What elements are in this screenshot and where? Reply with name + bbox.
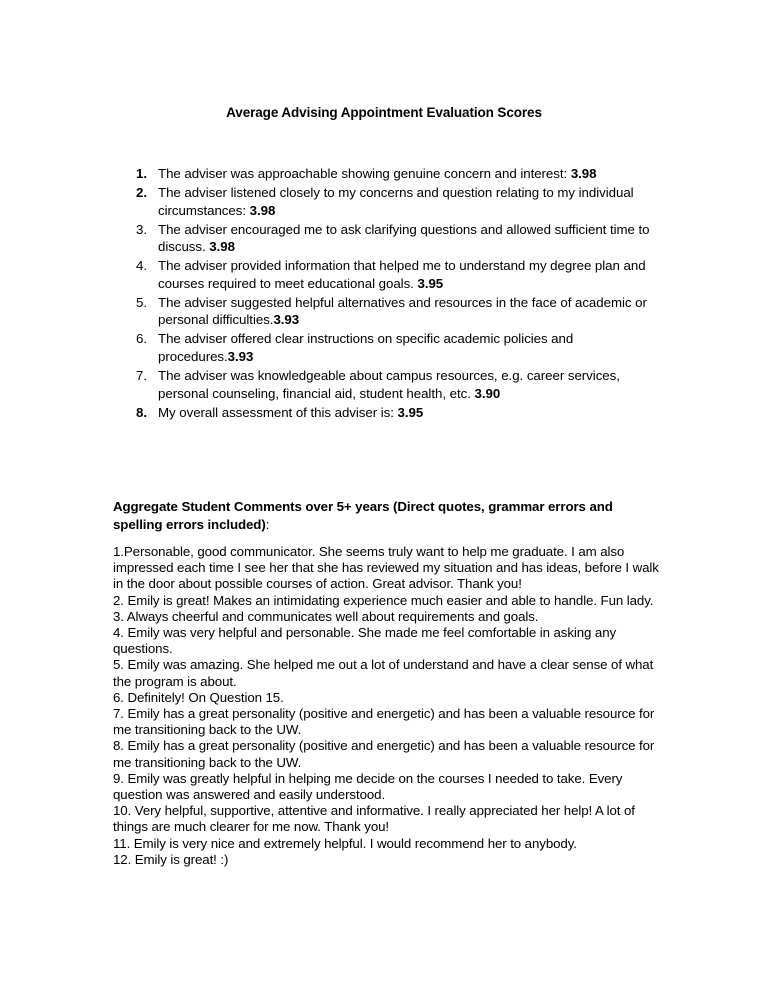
comment-item: 11. Emily is very nice and extremely helpful. I would recommend her to anybody. (113, 835, 577, 851)
evaluation-item-score: 3.95 (417, 275, 444, 291)
evaluation-item-text: The adviser was approachable showing genuine concern and interest: (158, 166, 571, 181)
comment-item: 1.Personable, good communicator. She seems truly want to help me graduate. I am also impressed each time I see her that she has reviewed my situation and has ideas, before I walk in the door about possible courses of action. Great advisor. Thank you! (113, 544, 659, 592)
evaluation-item-number: 6. (136, 331, 147, 347)
comment-item: 8. Emily has a great personality (positive and energetic) and has been a valuable resource for me transitioning back to the UW. (113, 738, 655, 770)
evaluation-item-score: 3.90 (474, 385, 501, 401)
evaluation-item-text: The adviser suggested helpful alternatives and resources in the face of academic or personal difficulties. (158, 294, 647, 328)
evaluation-item (125, 221, 665, 256)
evaluation-item-number: 7. (136, 368, 147, 384)
evaluation-item-score: 3.98 (209, 239, 235, 255)
evaluation-item-score: 3.93 (227, 348, 254, 364)
evaluation-item-number: 1. (136, 166, 147, 181)
comment-item: 3. Always cheerful and communicates well about requirements and goals. (113, 608, 539, 624)
comment-item: 2. Emily is great! Makes an intimidating experience much easier and able to handle. Fun lady. (113, 592, 654, 608)
evaluation-item (125, 257, 665, 292)
evaluation-item-number: 3. (136, 221, 147, 237)
evaluation-item (125, 330, 665, 365)
comment-item: 5. Emily was amazing. She helped me out a lot of understand and have a clear sense of what the program is about. (113, 657, 654, 689)
evaluation-item (125, 294, 665, 329)
comments-heading (113, 498, 661, 534)
comment-item: 12. Emily is great! :) (113, 851, 229, 867)
document-title: Average Advising Appointment Evaluation Scores (226, 105, 542, 120)
evaluation-item-number: 4. (136, 258, 147, 274)
evaluation-item-score: 3.93 (273, 312, 300, 328)
evaluation-item-score: 3.98 (570, 166, 597, 181)
evaluation-item-number: 5. (136, 294, 147, 310)
evaluation-item (125, 367, 665, 402)
comment-item: 10. Very helpful, supportive, attentive and informative. I really appreciated her help! A lot of things are much clearer for me now. Thank you! (113, 803, 635, 835)
comment-item: 9. Emily was greatly helpful in helping me decide on the courses I needed to take. Every question was answered and easily understood. (113, 770, 623, 803)
evaluation-item-text: The adviser listened closely to my concerns and question relating to my individual circumstances: (158, 185, 634, 218)
evaluation-item-number: 8. (136, 404, 147, 420)
comment-item: 7. Emily has a great personality (positive and energetic) and has been a valuable resource for me transitioning back to the UW. (113, 706, 655, 738)
evaluation-item (125, 404, 665, 422)
comments-section (113, 498, 661, 868)
comment-item: 6. Definitely! On Question 15. (113, 689, 284, 705)
evaluation-item-text: My overall assessment of this adviser is: (158, 404, 398, 420)
comments-heading-text: Aggregate Student Comments over 5+ years (Direct quotes, grammar errors and spelling errors included) (113, 499, 613, 532)
evaluation-item-text: The adviser provided information that helped me to understand my degree plan and courses required to meet educational goals. (158, 258, 646, 291)
comments-heading-colon: : (265, 517, 270, 532)
evaluation-item-text: The adviser encouraged me to ask clarifying questions and allowed sufficient time to discuss. (158, 221, 650, 255)
evaluation-item-score: 3.95 (397, 404, 424, 420)
evaluation-item-score: 3.98 (249, 202, 276, 218)
evaluation-item (125, 184, 665, 219)
evaluation-item-number: 2. (136, 185, 147, 201)
evaluation-item-text: The adviser was knowledgeable about campus resources, e.g. career services, personal counseling, financial aid, student health, etc. (158, 368, 620, 401)
evaluation-score-list (125, 165, 665, 423)
evaluation-item-text: The adviser offered clear instructions on specific academic policies and procedures. (158, 331, 574, 364)
evaluation-item (125, 165, 665, 183)
comment-item: 4. Emily was very helpful and personable. She made me feel comfortable in asking any questions. (113, 625, 617, 657)
